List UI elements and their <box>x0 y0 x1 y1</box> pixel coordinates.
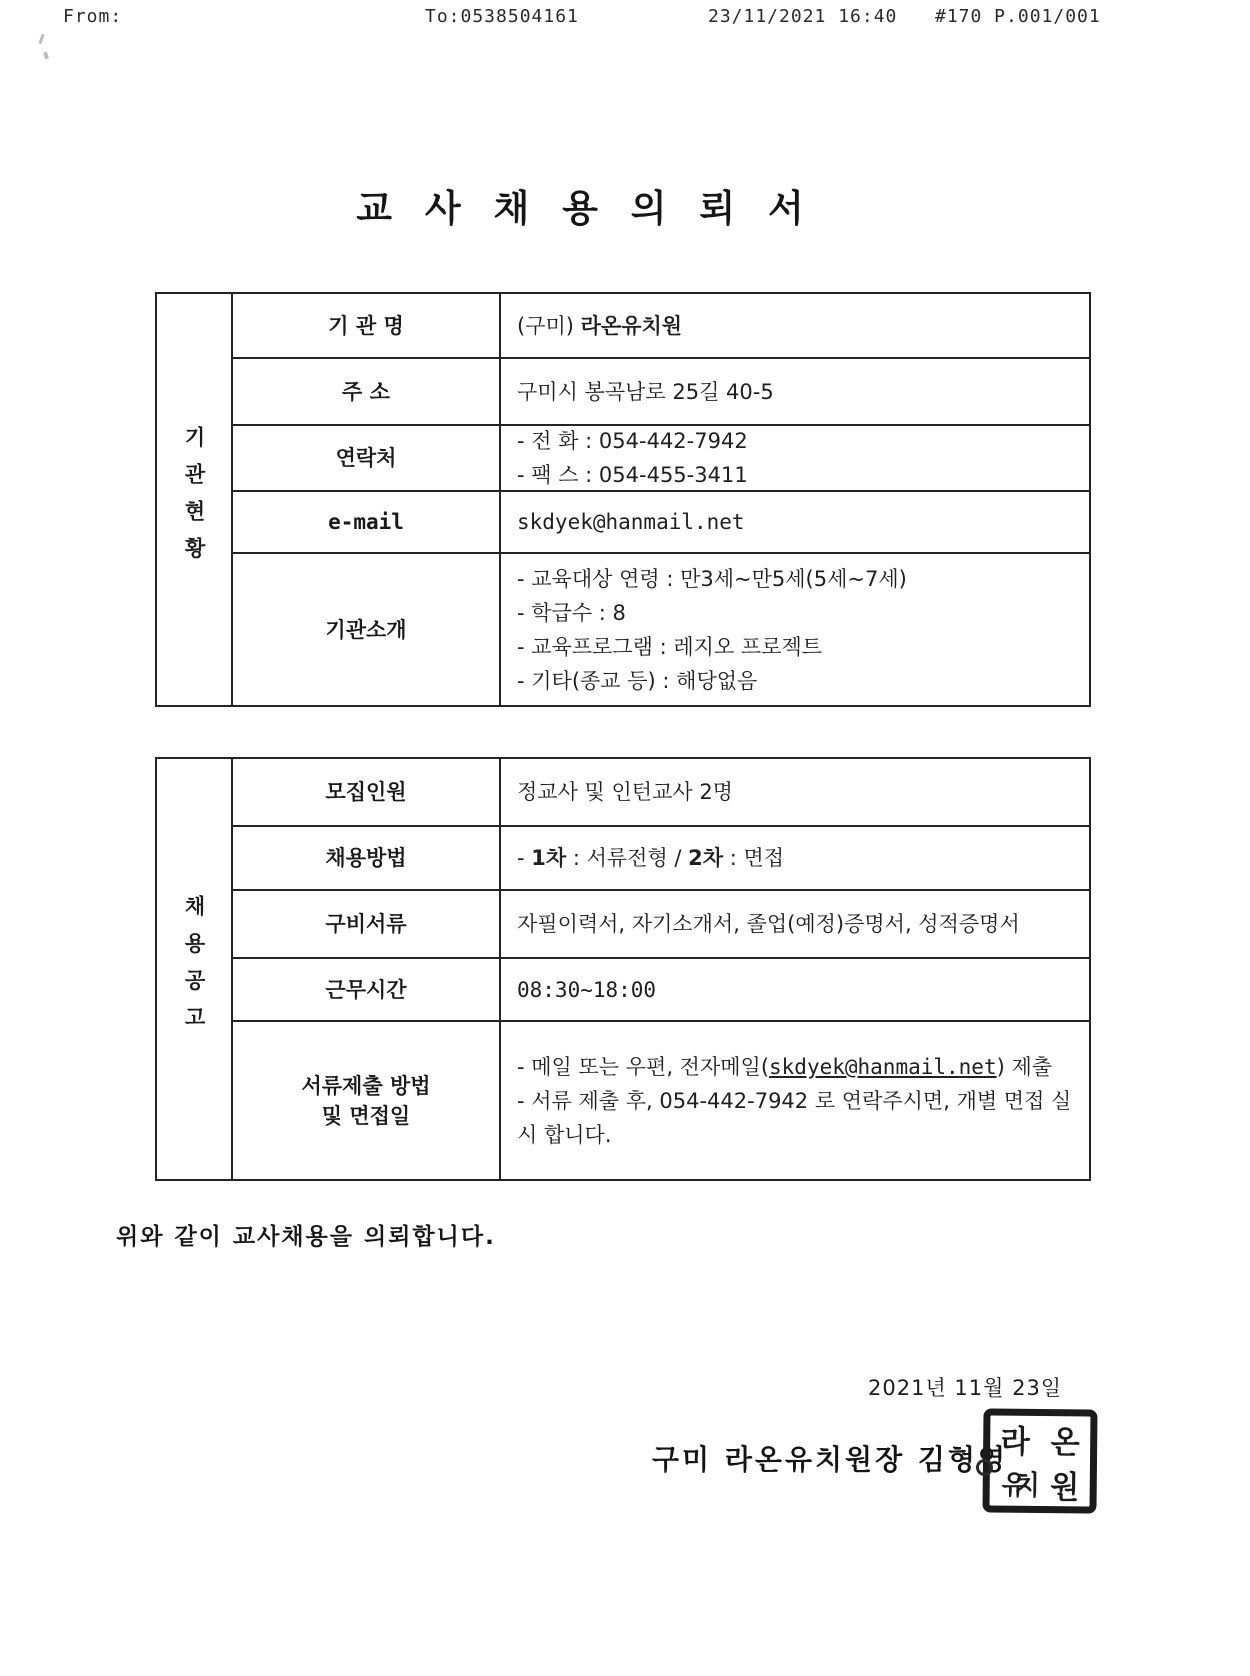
fax-datetime: 23/11/2021 16:40 <box>708 6 898 27</box>
scan-noise-speck <box>43 52 49 60</box>
fax-from-label: From: <box>63 6 123 27</box>
org-contact-label: 연락처 <box>233 424 501 490</box>
org-intro-label: 기관소개 <box>233 552 501 705</box>
fax-header <box>0 6 1250 36</box>
org-intro-etc-line: - 기타(종교 등) : 해당없음 <box>517 668 758 693</box>
seal-char: 유치 <box>1001 1469 1029 1502</box>
page-title: 교 사 채 용 의 뢰 서 <box>356 187 814 230</box>
org-name-label: 기 관 명 <box>233 294 501 357</box>
seal-char: 온 <box>1050 1423 1080 1461</box>
recruit-documents-value: 자필이력서, 자기소개서, 졸업(예정)증명서, 성적증명서 <box>501 889 1089 957</box>
seal-ink-ring <box>976 1459 993 1476</box>
recruit-count-label: 모집인원 <box>233 759 501 825</box>
official-seal-stamp <box>982 1408 1097 1513</box>
org-phone-line: - 전 화 : 054-442-7942 <box>517 429 748 453</box>
recruit-submit-label: 서류제출 방법 및 면접일 <box>233 1020 501 1179</box>
recruit-hours-value: 08:30~18:00 <box>501 957 1089 1020</box>
org-intro-classes-line: - 학급수 : 8 <box>517 600 626 625</box>
recruit-documents-label: 구비서류 <box>233 889 501 957</box>
seal-char: 라 <box>1000 1423 1030 1461</box>
org-contact-value <box>501 424 1089 490</box>
org-email-value: skdyek@hanmail.net <box>501 490 1089 552</box>
fax-to-number: To:0538504161 <box>425 6 579 27</box>
org-section-cell <box>157 294 233 705</box>
recruit-method-value: - 1차 : 서류전형 / 2차 : 면접 <box>501 825 1089 889</box>
signer-line: 구미 라온유치원장 김형영 <box>652 1443 1009 1476</box>
org-fax-line: - 팩 스 : 054-455-3411 <box>517 463 748 487</box>
org-section-label: 기관현황 <box>182 425 206 574</box>
document-date: 2021년 11월 23일 <box>868 1376 1063 1400</box>
org-intro-age-line: - 교육대상 연령 : 만3세~만5세(5세~7세) <box>517 566 907 591</box>
org-intro-value <box>501 552 1089 705</box>
submit-email-text: skdyek@hanmail.net <box>769 1054 997 1079</box>
submit-contact-line-wrap: 시 합니다. <box>517 1122 612 1147</box>
closing-statement: 위와 같이 교사채용을 의뢰합니다. <box>116 1224 496 1250</box>
org-email-label: e-mail <box>233 490 501 552</box>
org-intro-program-line: - 교육프로그램 : 레지오 프로젝트 <box>517 634 823 659</box>
org-address-value: 구미시 봉곡남로 25길 40-5 <box>501 357 1089 424</box>
org-name-value: (구미) 라온유치원 <box>517 313 683 338</box>
recruit-section-cell <box>157 759 233 1179</box>
org-address-label: 주 소 <box>233 357 501 424</box>
recruit-table <box>155 757 1091 1181</box>
submit-contact-line: - 서류 제출 후, 054-442-7942 로 연락주시면, 개별 면접 실 <box>517 1088 1072 1113</box>
seal-char: 원 <box>1050 1468 1080 1506</box>
recruit-method-label: 채용방법 <box>233 825 501 889</box>
fax-page-counter: #170 P.001/001 <box>935 6 1101 27</box>
recruit-submit-value <box>501 1020 1089 1179</box>
recruit-section-label: 채용공고 <box>182 895 206 1043</box>
submit-method-line: - 메일 또는 우편, 전자메일(skdyek@hanmail.net) 제출 <box>517 1054 1053 1079</box>
recruit-count-value: 정교사 및 인턴교사 2명 <box>517 780 733 804</box>
recruit-hours-label: 근무시간 <box>233 957 501 1020</box>
org-info-table <box>155 292 1091 707</box>
